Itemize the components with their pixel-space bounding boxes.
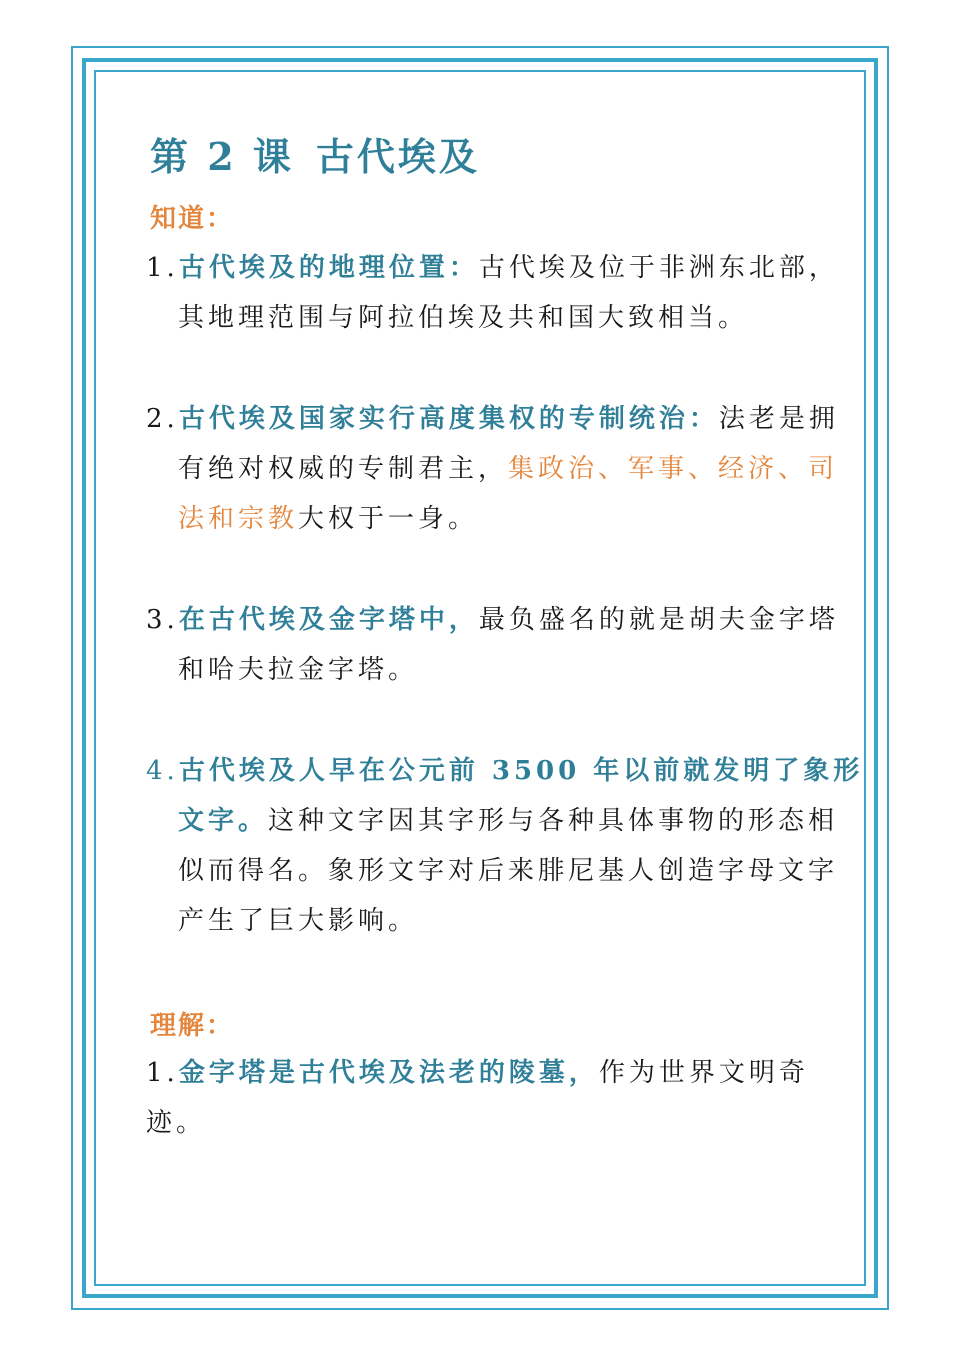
body-text: 作为世界文明奇 xyxy=(598,1058,809,1088)
section-know-label: 知道： xyxy=(150,204,235,234)
know-item-3 xyxy=(146,595,839,695)
know-item-2-line-2 xyxy=(146,444,839,494)
item-number: 4. xyxy=(146,756,179,786)
item-number: 1. xyxy=(146,1058,179,1088)
key-phrase: 古代埃及人早在公元前 3500 年以前就发明了象形 xyxy=(178,756,864,786)
key-phrase: 金字塔是古代埃及法老的陵墓， xyxy=(178,1058,599,1088)
section-understand-label: 理解： xyxy=(150,1011,235,1041)
know-item-2-line-3 xyxy=(146,494,826,544)
lesson-number: 第 2 课 xyxy=(150,134,294,179)
highlight-phrase: 法和宗教 xyxy=(178,504,299,534)
key-phrase: 古代埃及国家实行高度集权的专制统治： xyxy=(178,404,719,434)
body-text: 大权于一身。 xyxy=(298,504,479,534)
know-item-4-line-1 xyxy=(146,746,864,796)
item-number: 1. xyxy=(146,253,179,283)
lesson-title xyxy=(150,126,480,181)
know-item-1-line-2: 其地理范围与阿拉伯埃及共和国大致相当。 xyxy=(178,303,749,333)
know-item-2 xyxy=(146,394,839,544)
lesson-topic: 古代埃及 xyxy=(315,134,480,179)
know-item-3-line-2: 和哈夫拉金字塔。 xyxy=(178,655,419,685)
know-item-4-line-4: 产生了巨大影响。 xyxy=(178,906,419,936)
key-phrase: 古代埃及的地理位置： xyxy=(178,253,479,283)
know-item-4-line-2 xyxy=(146,796,839,846)
know-item-4 xyxy=(146,746,864,946)
item-number: 2. xyxy=(146,404,179,434)
know-item-1-line-1 xyxy=(146,243,839,293)
understand-item-1-line-1 xyxy=(146,1048,826,1098)
know-item-4-line-3: 似而得名。象形文字对后来腓尼基人创造字母文字 xyxy=(178,856,839,886)
body-text: 法老是拥 xyxy=(718,404,839,434)
know-item-3-line-1 xyxy=(146,595,839,645)
body-text: 古代埃及位于非洲东北部， xyxy=(478,253,839,283)
key-phrase: 文字。 xyxy=(178,806,269,836)
body-text: 有绝对权威的专制君主， xyxy=(178,454,509,484)
body-text: 最负盛名的就是胡夫金字塔 xyxy=(478,605,839,635)
know-item-2-line-1 xyxy=(146,394,839,444)
highlight-phrase: 集政治、军事、经济、司 xyxy=(508,454,839,484)
understand-item-1-line-2: 迹。 xyxy=(146,1108,207,1138)
understand-item-1 xyxy=(146,1048,826,1148)
body-text: 这种文字因其字形与各种具体事物的形态相 xyxy=(268,806,839,836)
know-item-1 xyxy=(146,243,839,343)
item-number: 3. xyxy=(146,605,179,635)
key-phrase: 在古代埃及金字塔中， xyxy=(178,605,479,635)
